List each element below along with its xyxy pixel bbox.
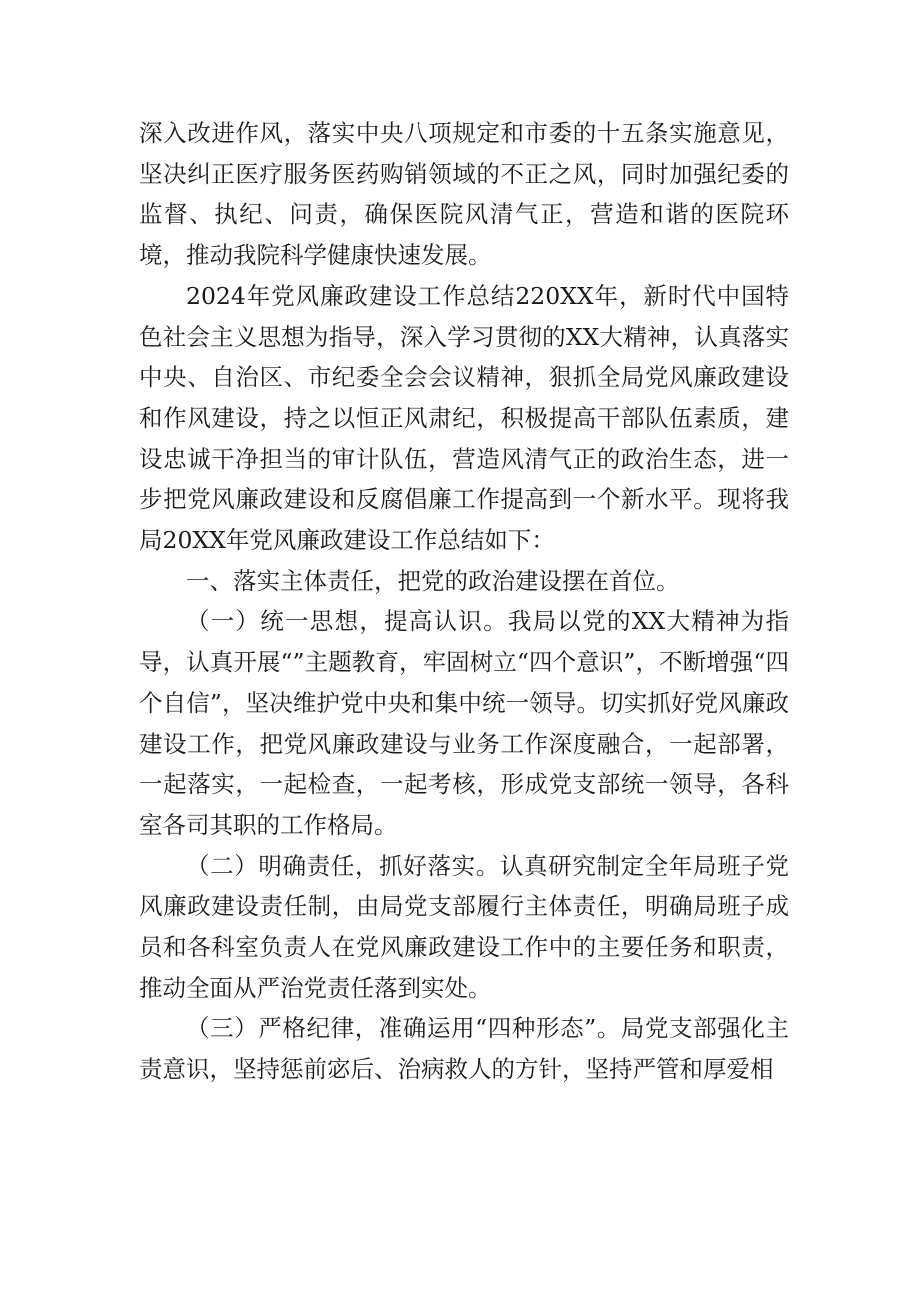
paragraph-item-1: （一）统一思想，提高认识。我局以党的XX大精神为指导，认真开展“”主题教育，牢固树立“四个意识”，不断增强“四个自信”，坚决维护党中央和集中统一领导。切实抓好党风廉政建设工作，把党风廉政建设与业务工作深度融合，一起部署，一起落实，一起检查，一起考核，形成党支部统一领导，各科室各司其职的工作格局。 (139, 607, 789, 839)
paragraph-item-3: （三）严格纪律，准确运用“四种形态”。局党支部强化主责意识，坚持惩前宓后、治病救人的方针，坚持严管和厚爱相 (139, 1014, 789, 1084)
paragraph-summary-intro: 2024年党风廉政建设工作总结220XX年，新时代中国特色社会主义思想为指导，深入学习贯彻的XX大精神，认真落实中央、自治区、市纪委全会会议精神，狠抓全局党风廉政建设和作风建设，持之以恒正风肃纪，积极提高干部队伍素质，建设忠诚干净担当的审计队伍，营造风清气正的政治生态，进一步把党风廉政建设和反腐倡廉工作提高到一个新水平。现将我局20XX年党风廉政建设工作总结如下： (139, 281, 789, 555)
paragraph-continuation: 深入改进作风，落实中央八项规定和市委的十五条实施意见，坚决纠正医疗服务医药购销领域的不正之风，同时加强纪委的监督、执纪、问责，确保医院风清气正，营造和谐的医院环境，推动我院科学健康快速发展。 (139, 119, 789, 270)
document-body (139, 113, 789, 1090)
section-heading-1: 一、落实主体责任，把党的政治建设摆在首位。 (186, 566, 680, 595)
paragraph-item-2: （二）明确责任，抓好落实。认真研究制定全年局班子党风廉政建设责任制，由局党支部履行主体责任，明确局班子成员和各科室负责人在党风廉政建设工作中的主要任务和职责，推动全面从严治党责任落到实处。 (139, 851, 789, 1002)
